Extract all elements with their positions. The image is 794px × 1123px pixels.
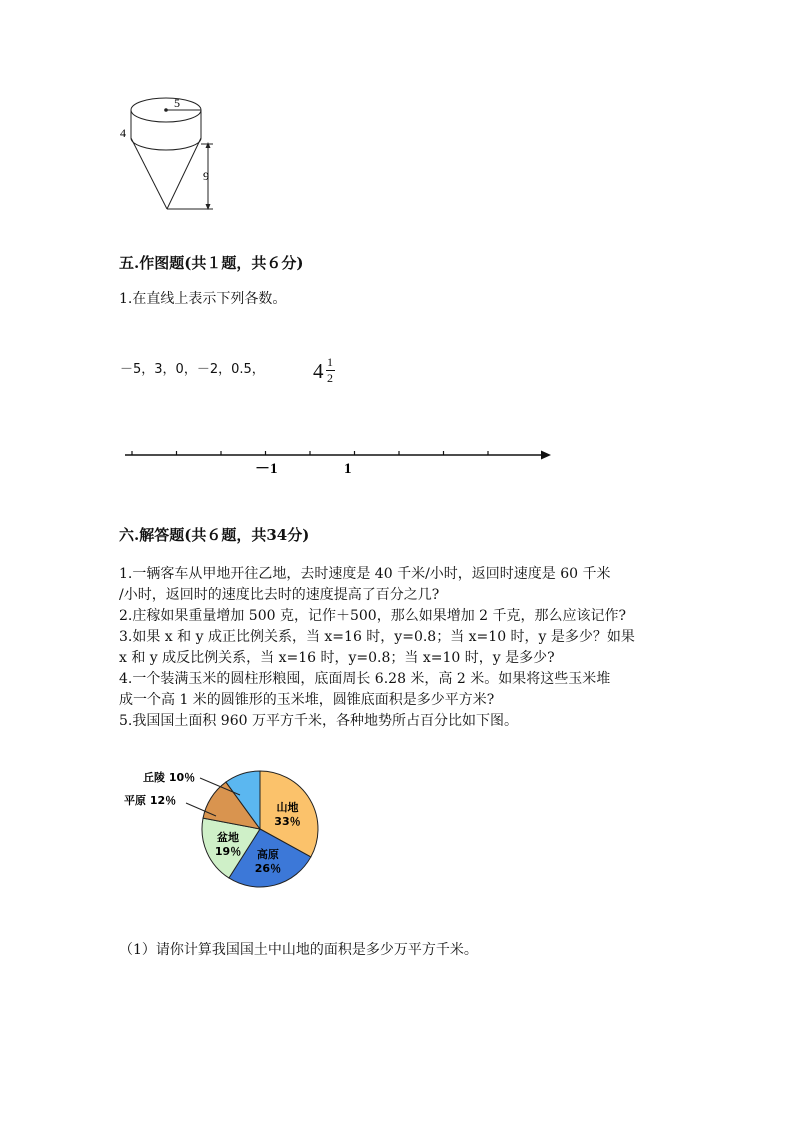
pie-label-category-2: 盆地 [217, 830, 240, 844]
question-line: 5.我国国土面积 960 万平方千米，各种地势所占百分比如下图。 [119, 713, 518, 729]
pie-label-4: 丘陵 10％ [143, 771, 196, 784]
section6-heading: 六.解答题(共６题，共34分) [119, 526, 310, 544]
question-line: 4.一个装满玉米的圆柱形粮囤，底面周长 6.28 米，高 2 米。如果将这些玉米堆 [119, 671, 611, 687]
question-line: 1.一辆客车从甲地开往乙地，去时速度是 40 千米/小时，返回时速度是 60 千米 [119, 566, 611, 582]
cylinder-cone-figure [115, 90, 225, 215]
question-line: /小时，返回时的速度比去时的速度提高了百分之几? [119, 587, 440, 603]
cylinder-height-label: 4 [120, 126, 126, 140]
mixed-number-whole: 4 [313, 359, 324, 383]
question-line: 3.如果 x 和 y 成正比例关系，当 x=16 时，y=0.8；当 x=10 时，y 是多少？如果 [119, 629, 635, 645]
question-line: 成一个高 1 米的圆锥形的玉米堆，圆锥底面积是多少平方米? [119, 692, 495, 708]
question-line: 2.庄稼如果重量增加 500 克，记作＋500，那么如果增加 2 千克，那么应该记作? [119, 608, 627, 624]
number-line [120, 440, 560, 480]
sub-question-1: （1）请你计算我国国土中山地的面积是多少万平方千米。 [119, 942, 478, 958]
pie-label-category-0: 山地 [276, 800, 299, 814]
mixed-number-numerator: 1 [327, 355, 333, 369]
cone-height-label: 9 [203, 169, 209, 183]
terrain-pie-chart [120, 762, 330, 897]
axis-label-one: 1 [344, 461, 352, 477]
section6-questions [119, 564, 635, 732]
pie-label-value-1: 26％ [254, 861, 282, 875]
section5-question-1: 1.在直线上表示下列各数。 [119, 291, 287, 307]
numbers-to-plot: －5，3，0，－2，0.5， [120, 362, 265, 377]
axis-label-neg-one: －1 [255, 461, 278, 477]
pie-label-3: 平原 12％ [124, 794, 177, 807]
number-line-arrow [541, 451, 551, 460]
question-line: x 和 y 成反比例关系，当 x=16 时，y=0.8；当 x=10 时，y 是多少? [119, 650, 555, 666]
height-arrow-top [206, 142, 211, 148]
section5-heading: 五.作图题(共１题，共６分) [119, 254, 304, 272]
radius-label: 5 [174, 96, 180, 110]
pie-label-value-0: 33％ [274, 814, 301, 828]
cylinder-bottom [131, 138, 201, 150]
mixed-number-denominator: 2 [327, 371, 333, 385]
pie-label-value-2: 19％ [214, 844, 242, 858]
pie-label-category-1: 高原 [256, 847, 279, 861]
